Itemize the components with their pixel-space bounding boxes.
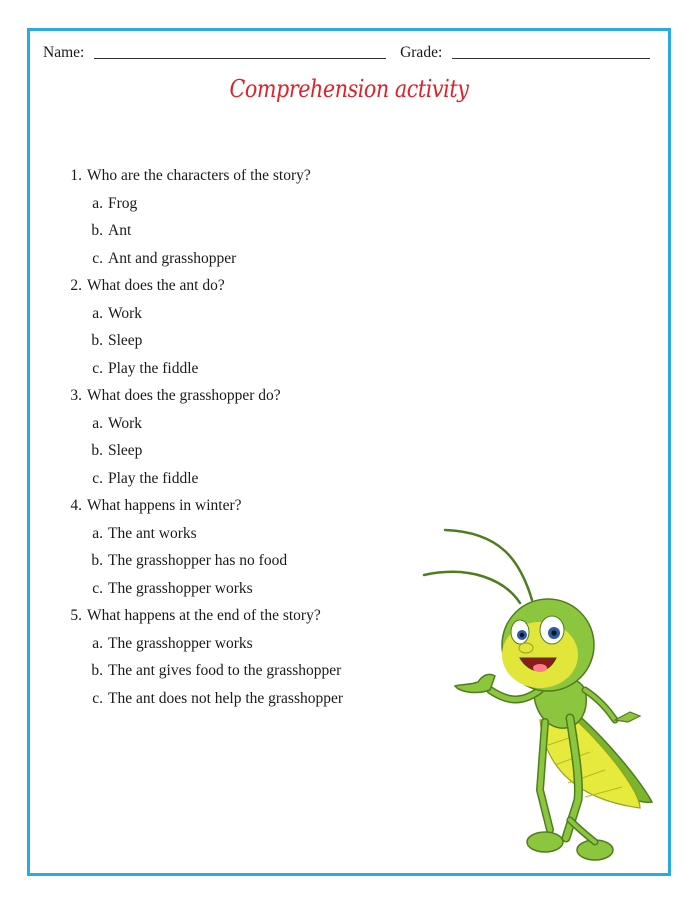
option-text: Work bbox=[108, 415, 143, 432]
question-text: What happens in winter? bbox=[87, 497, 242, 514]
question-text: What happens at the end of the story? bbox=[87, 607, 321, 624]
question-number: 2. bbox=[70, 277, 82, 294]
name-blank-line[interactable] bbox=[94, 44, 386, 59]
option-letter: b. bbox=[91, 662, 103, 679]
option-text: Play the fiddle bbox=[108, 360, 199, 377]
option-letter: b. bbox=[91, 442, 103, 459]
option-text: Work bbox=[108, 305, 143, 322]
page-title: Comprehension activity bbox=[229, 75, 469, 103]
option-letter: c. bbox=[92, 470, 103, 487]
question-text: Who are the characters of the story? bbox=[87, 167, 311, 184]
question-number: 1. bbox=[70, 167, 82, 184]
option-letter: b. bbox=[91, 332, 103, 349]
grasshopper-cartoon-icon bbox=[418, 520, 668, 865]
option-letter: c. bbox=[92, 580, 103, 597]
name-label: Name: bbox=[43, 44, 85, 61]
option-text: Ant and grasshopper bbox=[108, 250, 237, 267]
grade-blank-line[interactable] bbox=[452, 44, 650, 59]
option-letter: c. bbox=[92, 250, 103, 267]
question-number: 4. bbox=[70, 497, 82, 514]
grade-label: Grade: bbox=[400, 44, 443, 61]
option-text: Ant bbox=[108, 222, 132, 239]
option-letter: a. bbox=[92, 195, 103, 212]
option-text: The ant works bbox=[108, 525, 197, 542]
option-text: The ant does not help the grasshopper bbox=[108, 690, 344, 707]
option-text: Sleep bbox=[108, 442, 143, 459]
option-letter: a. bbox=[92, 635, 103, 652]
question-number: 5. bbox=[70, 607, 82, 624]
option-text: The ant gives food to the grasshopper bbox=[108, 662, 342, 679]
option-text: Sleep bbox=[108, 332, 143, 349]
question-text: What does the ant do? bbox=[87, 277, 225, 294]
option-text: Play the fiddle bbox=[108, 470, 199, 487]
option-letter: b. bbox=[91, 222, 103, 239]
option-letter: b. bbox=[91, 552, 103, 569]
option-text: The grasshopper works bbox=[108, 580, 253, 597]
option-letter: a. bbox=[92, 525, 103, 542]
option-letter: c. bbox=[92, 360, 103, 377]
student-info-row bbox=[43, 44, 643, 62]
question-number: 3. bbox=[70, 387, 82, 404]
option-text: The grasshopper works bbox=[108, 635, 253, 652]
option-text: Frog bbox=[108, 195, 138, 212]
option-letter: a. bbox=[92, 305, 103, 322]
question-text: What does the grasshopper do? bbox=[87, 387, 281, 404]
option-letter: c. bbox=[92, 690, 103, 707]
option-letter: a. bbox=[92, 415, 103, 432]
option-text: The grasshopper has no food bbox=[108, 552, 288, 569]
